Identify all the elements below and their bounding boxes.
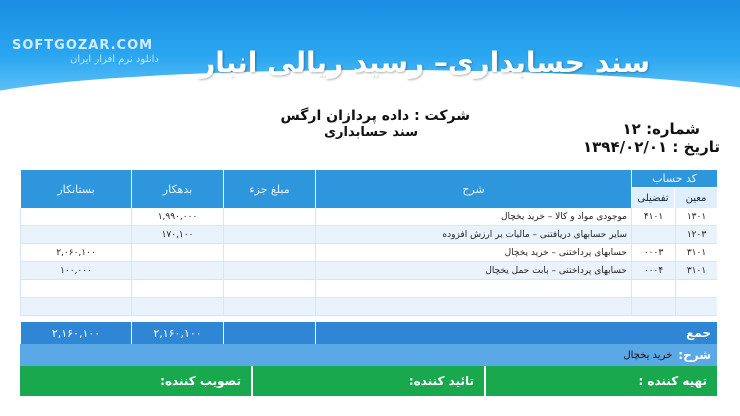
voucher-date: تاریخ : ۱۳۹۴/۰۲/۰۱ xyxy=(583,138,720,156)
cell-description: حسابهای پرداختنی – بابت حمل یخچال xyxy=(315,262,631,279)
total-label: جمع xyxy=(315,322,717,344)
cell-moein: ۱۳۰۱ xyxy=(675,208,717,225)
cell-tafsili xyxy=(631,298,675,315)
cell-partial-amount xyxy=(223,244,315,261)
cell-partial-amount xyxy=(223,298,315,315)
prepared-by: تهیه کننده : xyxy=(484,366,717,396)
cell-credit xyxy=(20,298,131,315)
header-tafsili: تفضیلی xyxy=(632,188,674,208)
header-partial-amount: مبلغ جزء xyxy=(223,170,315,208)
description-row xyxy=(20,344,717,366)
cell-description: سایر حسابهای دریافتنی – مالیات بر ارزش افزوده xyxy=(315,226,631,243)
total-partial-cell xyxy=(223,322,315,344)
table-row xyxy=(20,280,717,298)
table-row xyxy=(20,226,717,244)
cell-partial-amount xyxy=(223,226,315,243)
cell-partial-amount xyxy=(223,280,315,297)
table-body xyxy=(20,208,717,316)
cell-debit xyxy=(131,244,223,261)
cell-description xyxy=(315,280,631,297)
cell-moein: ۳۱۰۱ xyxy=(675,244,717,261)
cell-moein xyxy=(675,298,717,315)
cell-debit xyxy=(131,298,223,315)
cell-credit xyxy=(20,280,131,297)
cell-credit xyxy=(20,208,131,225)
approved-by: تصویب کننده: xyxy=(160,374,241,388)
company-name: شرکت : داده پردازان ارگس xyxy=(280,108,470,124)
total-debit: ۲,۱۶۰,۱۰۰ xyxy=(131,322,223,344)
cell-partial-amount xyxy=(223,208,315,225)
cell-partial-amount xyxy=(223,262,315,279)
table-row xyxy=(20,262,717,280)
document-type: سند حسابداری xyxy=(324,125,418,140)
page-title: سند حسابداری– رسید ریالی انبار xyxy=(199,46,650,79)
cell-moein: ۱۲۰۳ xyxy=(675,226,717,243)
cell-description xyxy=(315,298,631,315)
cell-debit xyxy=(131,262,223,279)
title-banner xyxy=(0,0,740,102)
cell-tafsili: ۰۰۰۳ xyxy=(631,244,675,261)
header-account-code-sub xyxy=(632,188,717,208)
cell-moein: ۳۱۰۱ xyxy=(675,262,717,279)
cell-tafsili xyxy=(631,280,675,297)
header-debit: بدهکار xyxy=(131,170,223,208)
voucher-table xyxy=(20,170,717,366)
table-header xyxy=(20,170,717,208)
cell-tafsili xyxy=(631,226,675,243)
cell-debit xyxy=(131,280,223,297)
cell-debit: ۱,۹۹۰,۰۰۰ xyxy=(131,208,223,225)
watermark-sub: دانلود نرم افزار ایران xyxy=(70,54,159,65)
header-moein: معین xyxy=(674,188,717,208)
cell-debit: ۱۷۰,۱۰۰ xyxy=(131,226,223,243)
cell-tafsili: ۰۰۰۴ xyxy=(631,262,675,279)
description-value: خرید یخچال xyxy=(623,349,673,361)
cell-tafsili: ۴۱۰۱ xyxy=(631,208,675,225)
voucher-number: شماره: ۱۲ xyxy=(622,120,700,138)
description-label: شرح: xyxy=(678,348,711,362)
confirmed-by: تائید کننده: xyxy=(251,366,484,396)
cell-description: حسابهای پرداختنی – خرید یخچال xyxy=(315,244,631,261)
header-credit: بستانکار xyxy=(20,170,131,208)
cell-moein xyxy=(675,280,717,297)
cell-credit: ۱۰۰,۰۰۰ xyxy=(20,262,131,279)
table-row xyxy=(20,298,717,316)
table-row xyxy=(20,208,717,226)
cell-description: موجودی مواد و کالا – خرید یخچال xyxy=(315,208,631,225)
signature-row xyxy=(20,366,717,396)
header-description: شرح xyxy=(315,170,631,208)
cell-credit: ۲,۰۶۰,۱۰۰ xyxy=(20,244,131,261)
cell-credit xyxy=(20,226,131,243)
header-account-code xyxy=(631,170,717,208)
header-account-code-label: کد حساب xyxy=(632,170,717,188)
watermark-brand: SOFTGOZAR.COM xyxy=(12,38,154,53)
total-credit: ۲,۱۶۰,۱۰۰ xyxy=(20,322,131,344)
total-row xyxy=(20,322,717,344)
table-row xyxy=(20,244,717,262)
